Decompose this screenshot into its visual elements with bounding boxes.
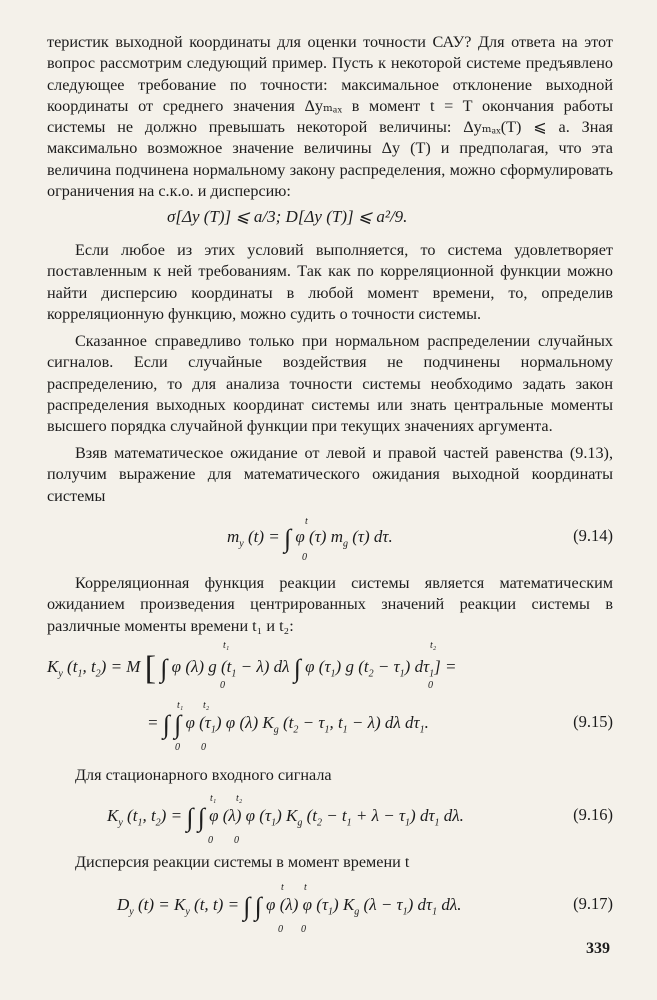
equation-constraints-text: σ[Δy (T)] ⩽ a/3; D[Δy (T)] ⩽ a²/9. [167, 207, 408, 226]
paragraph-variance [47, 852, 613, 873]
paragraph-expectation [47, 443, 613, 507]
paragraph-correlation-text: Корреляционная функция реакции системы является математическим ожиданием произведения центрированных значений реакции системы в различные моменты времени t₁ и t₂: [47, 574, 613, 635]
paragraph-correlation [47, 573, 613, 637]
paragraph-variance-text: Дисперсия реакции системы в момент времени t [75, 853, 410, 871]
equation-9-15-number: (9.15) [573, 712, 613, 731]
equation-9-16-body: $K_y$ ($t_1$, $t_2$) = ∫ ∫ φ (λ) φ $(\tau_1)$ $K_g$ $(t_2 - t_1 + \lambda - \tau_1)$ $d\tau_1$ dλ. [107, 803, 464, 832]
paragraph-stationary [47, 765, 613, 786]
equation-9-14: $m_y$ (t) = ∫ φ (τ) $m_g$ (τ) dτ. t 0 (9.14) [227, 516, 613, 563]
paragraph-intro: теристик выходной координаты для оценки точности САУ? Для ответа на этот вопрос рассмотрим следующий пример. Пусть к некоторой системе предъявлено следующее требование по точности: максимальное отклонение выходной координаты от среднего значения Δyₘₐₓ в момент t = T окончания работы системы не должно превышать некоторой величины: Δyₘₐₓ(T) ⩽ a. Зная максимально возможное значение величины Δy (T) и предполагая, что эта величина подчинена нормальному закону распределения, можно сформулировать ограничения на с.к.о. и дисперсию: [47, 33, 613, 201]
equation-9-16: $K_y$ ($t_1$, $t_2$) = ∫ ∫ φ (λ) φ $(\tau_1)$ $K_g$ $(t_2 - t_1 + \lambda - \tau_1)$ $d\tau_1$ dλ. t₁ 0 t₂ 0 (9.16) [107, 793, 613, 846]
paragraph-expectation-text: Взяв математическое ожидание от левой и правой частей равенства (9.13), получим выражение для математического ожидания выходной координаты системы [47, 444, 613, 505]
equation-9-17-body: $D_y$ $(t) = K_y$ (t, t) = ∫ ∫ φ (λ) φ $(\tau_1)$ $K_g$ $(\lambda - \tau_1)$ $d\tau_1$ dλ. [117, 892, 462, 921]
equation-9-14-body: $m_y$ (t) = ∫ φ (τ) $m_g$ (τ) dτ. [227, 524, 393, 553]
paragraph-normal-distribution [47, 331, 613, 437]
equation-9-15-line1-body: $K_y$ ($t_1$, $t_2) = M$ [ ∫ φ (λ) g $(t_1 - \lambda)$ dλ ∫ φ $(\tau_1)$ g $(t_2 - \tau_1) d\tau_1$] = [47, 650, 457, 687]
paragraph-conditions [47, 240, 613, 325]
paragraph-normal-distribution-text: Сказанное справедливо только при нормальном распределении случайных сигналов. Если случайные воздействия не подчинены нормальному распределению, то для анализа точности системы необходимо задать закон распределения выходных координат системы или знать центральные моменты высшего порядка случайной функции при текущих значениях аргумента. [47, 332, 613, 436]
equation-9-14-number: (9.14) [573, 526, 613, 545]
equation-9-16-number: (9.16) [573, 805, 613, 824]
paragraph-stationary-text: Для стационарного входного сигнала [75, 766, 332, 784]
page-number: 339 [586, 940, 610, 957]
equation-9-15-line2-body: = ∫ ∫ φ $(\tau_1)$ φ (λ) $K_g$ ($t_2 - \tau_1$, $t_1 - \lambda$) dλ $d\tau_1$. [147, 710, 429, 739]
equation-9-15-line1: $K_y$ ($t_1$, $t_2) = M$ [ ∫ φ (λ) g $(t_1 - \lambda)$ dλ ∫ φ $(\tau_1)$ g $(t_2 - \tau_1) d\tau_1$] = t₁ 0 t₂ 0 [47, 640, 457, 691]
paragraph-conditions-text: Если любое из этих условий выполняется, то система удовлетворяет поставленным к ней требованиям. Так как по корреляционной функции можно найти дисперсию координаты в любой момент времени, то, определив корреляционную функцию, можно судить о точности системы. [47, 241, 613, 323]
equation-9-17-number: (9.17) [573, 894, 613, 913]
equation-9-15-line2: = ∫ ∫ φ $(\tau_1)$ φ (λ) $K_g$ ($t_2 - \tau_1$, $t_1 - \lambda$) dλ $d\tau_1$. t₁ 0 t₂ 0 (9.15) [147, 700, 613, 753]
equation-9-17: $D_y$ $(t) = K_y$ (t, t) = ∫ ∫ φ (λ) φ $(\tau_1)$ $K_g$ $(\lambda - \tau_1)$ $d\tau_1$ dλ. t 0 t 0 (9.17) [117, 882, 613, 935]
